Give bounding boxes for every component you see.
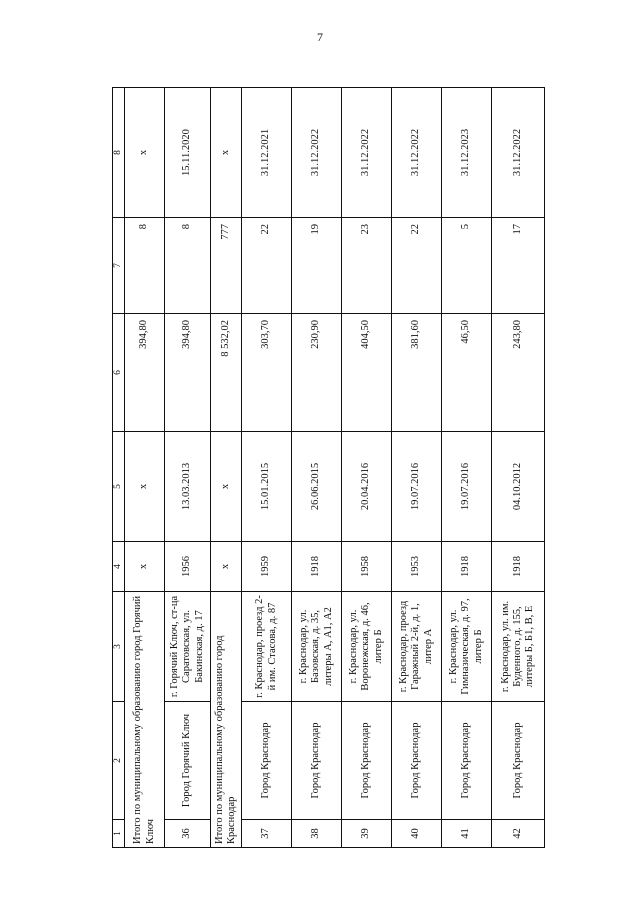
date-cell: 20.04.2016 — [342, 432, 392, 542]
deadline-cell: 31.12.2021 — [242, 88, 292, 218]
deadline-cell: 15.11.2020 — [165, 88, 211, 218]
area-cell: 243,80 — [492, 314, 545, 432]
header-cell: 5 — [113, 432, 125, 542]
header-cell: 8 — [113, 88, 125, 218]
count-cell: 22 — [242, 218, 292, 314]
year-cell: 1958 — [342, 542, 392, 592]
row-number-cell: 38 — [292, 820, 342, 848]
year-cell: 1956 — [165, 542, 211, 592]
area-cell: 404,50 — [342, 314, 392, 432]
municipality-cell: Город Краснодар — [342, 702, 392, 820]
area-cell: 381,60 — [392, 314, 442, 432]
year-cell: x — [211, 542, 242, 592]
summary-row — [211, 88, 242, 848]
date-cell: 26.06.2015 — [292, 432, 342, 542]
year-cell: x — [125, 542, 165, 592]
deadline-cell: 31.12.2022 — [492, 88, 545, 218]
table-row — [165, 88, 211, 848]
header-cell: 3 — [113, 592, 125, 702]
deadline-cell: x — [125, 88, 165, 218]
date-cell: 15.01.2015 — [242, 432, 292, 542]
area-cell: 230,90 — [292, 314, 342, 432]
row-number-cell: 42 — [492, 820, 545, 848]
table-row — [292, 88, 342, 848]
count-cell: 8 — [165, 218, 211, 314]
table-row — [492, 88, 545, 848]
summary-row — [125, 88, 165, 848]
municipality-cell: Город Краснодар — [392, 702, 442, 820]
address-cell: г. Горячий Ключ, ст-ца Саратовская, ул. Бакинская, д. 17 — [165, 592, 211, 702]
header-cell: 4 — [113, 542, 125, 592]
row-number-cell: 40 — [392, 820, 442, 848]
count-cell: 19 — [292, 218, 342, 314]
deadline-cell: 31.12.2022 — [392, 88, 442, 218]
area-cell: 303,70 — [242, 314, 292, 432]
summary-label-cell: Итого по муниципальному образованию город Горячий Ключ — [125, 592, 165, 848]
table-container — [112, 88, 536, 848]
date-cell: 04.10.2012 — [492, 432, 545, 542]
count-cell: 23 — [342, 218, 392, 314]
row-number-cell: 41 — [442, 820, 492, 848]
row-number-cell: 36 — [165, 820, 211, 848]
summary-label-cell: Итого по муниципальному образованию город Краснодар — [211, 592, 242, 848]
count-cell: 22 — [392, 218, 442, 314]
header-cell: 7 — [113, 218, 125, 314]
address-cell: г. Краснодар, проезд 2-й им. Стасова, д. 87 — [242, 592, 292, 702]
row-number-cell: 39 — [342, 820, 392, 848]
area-cell: 394,80 — [125, 314, 165, 432]
municipality-cell: Город Краснодар — [442, 702, 492, 820]
municipality-cell: Город Краснодар — [242, 702, 292, 820]
count-cell: 17 — [492, 218, 545, 314]
row-number-cell: 37 — [242, 820, 292, 848]
header-cell: 1 — [113, 820, 125, 848]
header-cell: 2 — [113, 702, 125, 820]
date-cell: 19.07.2016 — [442, 432, 492, 542]
table-row — [242, 88, 292, 848]
header-cell: 6 — [113, 314, 125, 432]
address-cell: г. Краснодар, ул. Базовская, д. 35, литеры А, А1, А2 — [292, 592, 342, 702]
year-cell: 1918 — [292, 542, 342, 592]
rotated-table-frame — [112, 88, 536, 848]
date-cell: 19.07.2016 — [392, 432, 442, 542]
municipality-cell: Город Краснодар — [492, 702, 545, 820]
table-row — [342, 88, 392, 848]
date-cell: 13.03.2013 — [165, 432, 211, 542]
date-cell: x — [125, 432, 165, 542]
housing-table — [112, 87, 545, 848]
year-cell: 1953 — [392, 542, 442, 592]
count-cell: 5 — [442, 218, 492, 314]
year-cell: 1918 — [442, 542, 492, 592]
deadline-cell: x — [211, 88, 242, 218]
table-row — [392, 88, 442, 848]
municipality-cell: Город Краснодар — [292, 702, 342, 820]
deadline-cell: 31.12.2023 — [442, 88, 492, 218]
area-cell: 8 532,02 — [211, 314, 242, 432]
page-number: 7 — [317, 30, 323, 44]
count-cell: 777 — [211, 218, 242, 314]
header-row — [113, 88, 125, 848]
municipality-cell: Город Горячий Ключ — [165, 702, 211, 820]
date-cell: x — [211, 432, 242, 542]
deadline-cell: 31.12.2022 — [342, 88, 392, 218]
address-cell: г. Краснодар, ул. Гимназическая, д. 97, литер Б — [442, 592, 492, 702]
area-cell: 394,80 — [165, 314, 211, 432]
address-cell: г. Краснодар, ул. им. Буденного, д. 155, литеры Б, Б1, В, Е — [492, 592, 545, 702]
address-cell: г. Краснодар, ул. Воронежская, д. 46, литер Б — [342, 592, 392, 702]
address-cell: г. Краснодар, проезд Гаражный 2-й, д. 1, литер А — [392, 592, 442, 702]
table-row — [442, 88, 492, 848]
year-cell: 1959 — [242, 542, 292, 592]
year-cell: 1918 — [492, 542, 545, 592]
count-cell: 8 — [125, 218, 165, 314]
area-cell: 46,50 — [442, 314, 492, 432]
deadline-cell: 31.12.2022 — [292, 88, 342, 218]
